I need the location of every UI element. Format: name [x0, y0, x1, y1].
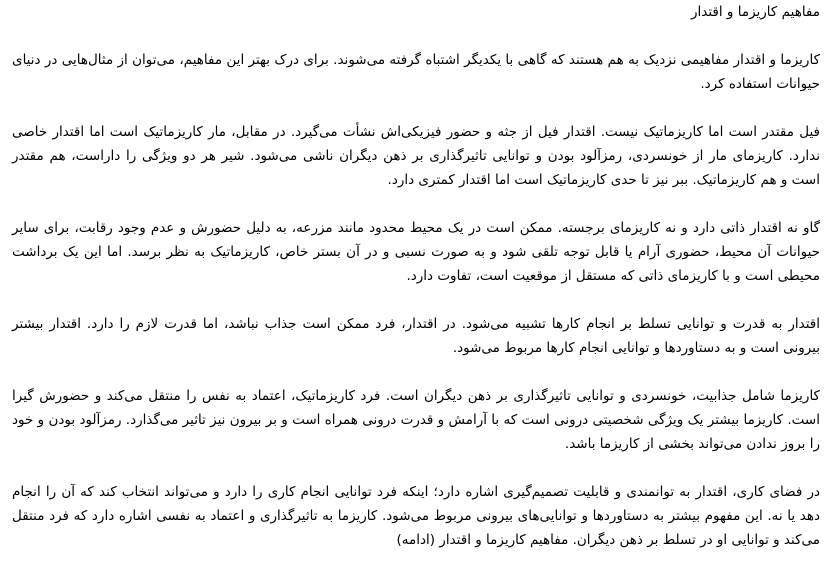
- document-body: [12, 0, 820, 552]
- paragraph-charisma: کاریزما شامل جذابیت، خونسردی و توانایی تاثیرگذاری بر ذهن دیگران است. فرد کاریزماتیک، اعتماد به نفس را منتقل می‌کند و حضورش گیرا است. کاریزما بیشتر یک ویژگی شخصیتی درونی است که با آرامش و قدرت درونی همراه است و بر بیرون نیز تاثیر می‌گذارد. رمزآلود بودن و خود را بروز ندادن می‌تواند بخشی از کاریزما باشد.: [12, 388, 820, 452]
- paragraph-workplace: در فضای کاری، اقتدار به توانمندی و قابلیت تصمیم‌گیری اشاره دارد؛ اینکه فرد توانایی انجام کاری را دارد و می‌تواند انتخاب کند که آن را انجام دهد یا نه. این مفهوم بیشتر به دستاوردها و توانایی‌های بیرونی مربوط می‌شود. کاریزما به تاثیرگذاری و اعتماد به نفسی اشاره دارد که فرد منتقل می‌کند و توانایی او در تسلط بر ذهن دیگران. مفاهیم کاریزما و اقتدار (ادامه): [12, 484, 820, 548]
- paragraph-intro: کاریزما و اقتدار مفاهیمی نزدیک به هم هستند که گاهی با یکدیگر اشتباه گرفته می‌شوند. برای درک بهتر این مفاهیم، می‌توان از مثال‌هایی در دنیای حیوانات استفاده کرد.: [12, 52, 820, 92]
- paragraph-authority: اقتدار به قدرت و توانایی تسلط بر انجام کارها تشبیه می‌شود. در اقتدار، فرد ممکن است جذاب نباشد، اما قدرت لازم را دارد. اقتدار بیشتر بیرونی است و به دستاوردها و توانایی انجام کارها مربوط می‌شود.: [12, 316, 820, 356]
- paragraph-cow: گاو نه اقتدار ذاتی دارد و نه کاریزمای برجسته. ممکن است در یک محیط محدود مانند مزرعه، به دلیل حضورش و عدم وجود رقابت، برای سایر حیوانات آن محیط، حضوری آرام یا قابل توجه تلقی شود و به صورت نسبی و در آن بستر خاص، کاریزماتیک به نظر برسد. اما این یک برداشت محیطی است و با کاریزمای ذاتی که مستقل از موقعیت است، تفاوت دارد.: [12, 220, 820, 284]
- document-title: مفاهیم کاریزما و اقتدار: [691, 4, 820, 20]
- paragraph-elephant-snake: فیل مقتدر است اما کاریزماتیک نیست. اقتدار فیل از جثه و حضور فیزیکی‌اش نشأت می‌گیرد. در مقابل، مار کاریزماتیک است اما اقتدار خاصی ندارد. کاریزمای مار از خونسردی، رمزآلود بودن و توانایی تاثیرگذاری بر ذهن دیگران ناشی می‌شود. شیر هر دو ویژگی را داراست، هم مقتدر است و هم کاریزماتیک. ببر نیز تا حدی کاریزماتیک است اما اقتدار کمتری دارد.: [12, 124, 820, 188]
